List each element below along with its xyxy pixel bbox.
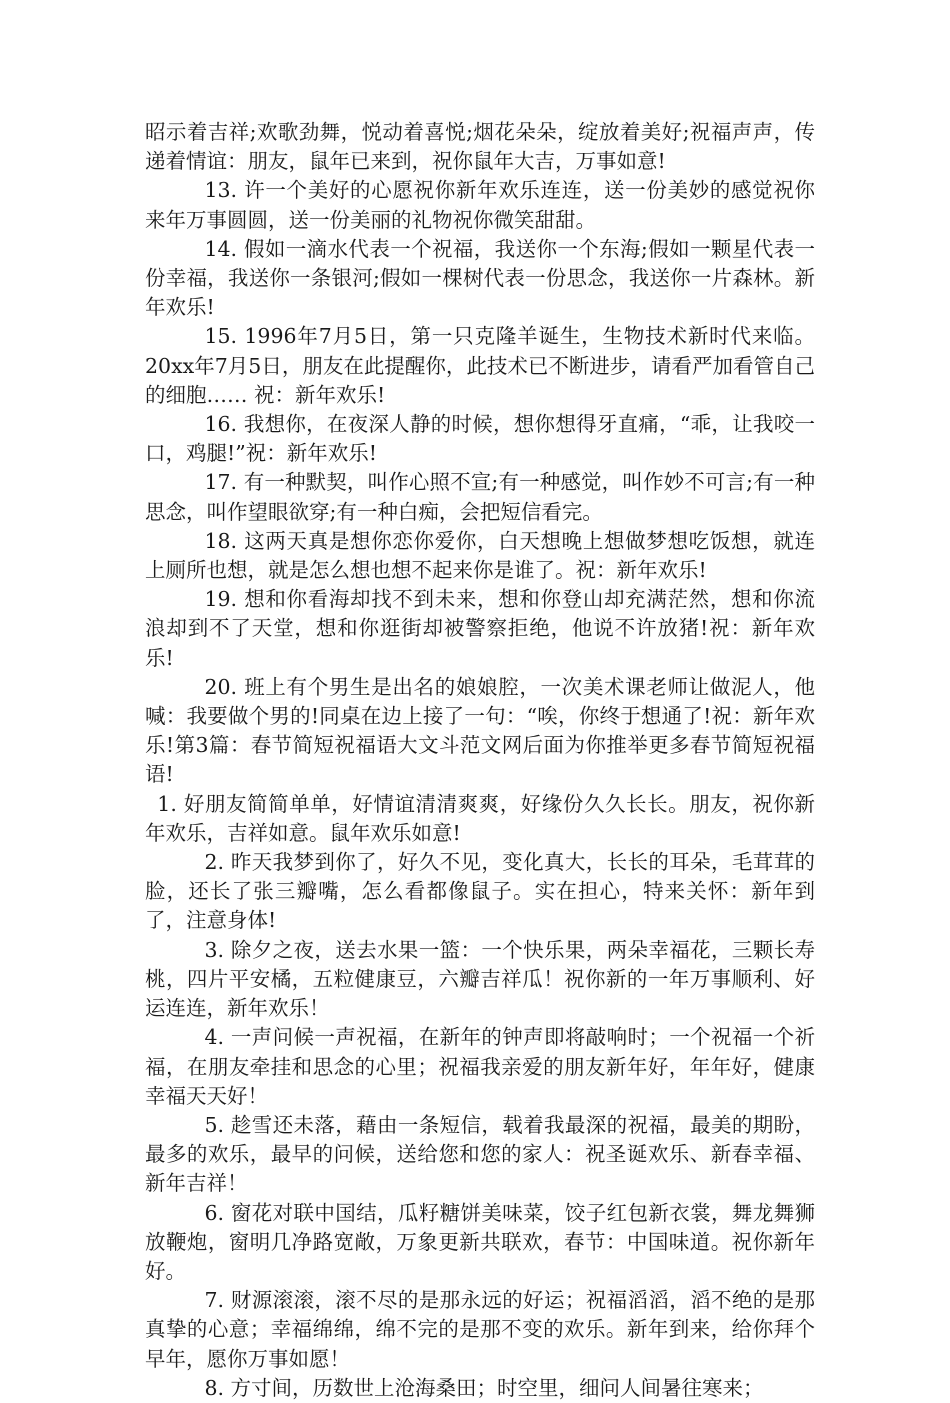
paragraph: 8. 方寸间，历数世上沧海桑田；时空里，细问人间暑往寒来； [204, 1375, 764, 1400]
paragraph: 3. 除夕之夜，送去水果一篮：一个快乐果，两朵幸福花，三颗长寿桃，四片平安橘，五粒健康豆，六瓣吉祥瓜！祝你新的一年万事顺利、好运连连，新年欢乐！ [145, 937, 815, 1021]
paragraph: 15. 1996年7月5日，第一只克隆羊诞生，生物技术新时代来临。20xx年7月5日，朋友在此提醒你，此技术已不断进步，请看严加看管自己的细胞…… 祝：新年欢乐! [145, 324, 815, 407]
paragraph: 1. 好朋友简简单单，好情谊清清爽爽，好缘份久久长长。朋友，祝你新年欢乐，吉祥如意。鼠年欢乐如意! [145, 791, 815, 845]
paragraph: 昭示着吉祥;欢歌劲舞，悦动着喜悦;烟花朵朵，绽放着美好;祝福声声，传递着情谊：朋友，鼠年已来到，祝你鼠年大吉，万事如意! [145, 120, 815, 174]
paragraph: 20. 班上有个男生是出名的娘娘腔，一次美术课老师让做泥人，他喊：我要做个男的!同桌在边上接了一句：“唉，你终于想通了!祝：新年欢乐!第3篇：春节简短祝福语大文斗范文网后面为你推举更多春节简短祝福语! [145, 674, 815, 787]
paragraph: 14. 假如一滴水代表一个祝福，我送你一个东海;假如一颗星代表一份幸福，我送你一条银河;假如一棵树代表一份思念，我送你一片森林。新年欢乐! [145, 236, 815, 320]
paragraph: 6. 窗花对联中国结，瓜籽糖饼美味菜，饺子红包新衣裳，舞龙舞狮放鞭炮，窗明几净路宽敞，万象更新共联欢，春节：中国味道。祝你新年好。 [145, 1200, 815, 1283]
paragraph: 2. 昨天我梦到你了，好久不见，变化真大，长长的耳朵，毛茸茸的脸，还长了张三瓣嘴，怎么看都像鼠子。实在担心，特来关怀：新年到了，注意身体! [145, 850, 815, 933]
paragraph: 19. 想和你看海却找不到未来，想和你登山却充满茫然，想和你流浪却到不了天堂，想和你逛街却被警察拒绝，他说不许放猪!祝：新年欢乐! [145, 587, 815, 670]
paragraph: 16. 我想你，在夜深人静的时候，想你想得牙直痛，“乖，让我咬一口，鸡腿!”祝：新年欢乐! [145, 412, 815, 466]
paragraph: 13. 许一个美好的心愿祝你新年欢乐连连，送一份美妙的感觉祝你来年万事圆圆，送一份美丽的礼物祝你微笑甜甜。 [145, 178, 815, 232]
paragraph: 4. 一声问候一声祝福，在新年的钟声即将敲响时；一个祝福一个祈福，在朋友牵挂和思念的心里；祝福我亲爱的朋友新年好，年年好，健康幸福天天好！ [145, 1025, 815, 1108]
paragraph: 18. 这两天真是想你恋你爱你，白天想晚上想做梦想吃饭想，就连上厕所也想，就是怎么想也想不起来你是谁了。祝：新年欢乐! [145, 528, 815, 583]
paragraph: 17. 有一种默契，叫作心照不宣;有一种感觉，叫作妙不可言;有一种思念，叫作望眼欲穿;有一种白痴，会把短信看完。 [145, 470, 815, 524]
paragraph: 7. 财源滚滚，滚不尽的是那永远的好运；祝福滔滔，滔不绝的是那真挚的心意；幸福绵绵，绵不完的是那不变的欢乐。新年到来，给你拜个早年，愿你万事如愿！ [145, 1288, 815, 1371]
document-body [145, 118, 815, 1403]
paragraph: 5. 趁雪还未落，藉由一条短信，载着我最深的祝福，最美的期盼，最多的欢乐，最早的问候，送给您和您的家人：祝圣诞欢乐、新春幸福、新年吉祥！ [145, 1112, 815, 1196]
